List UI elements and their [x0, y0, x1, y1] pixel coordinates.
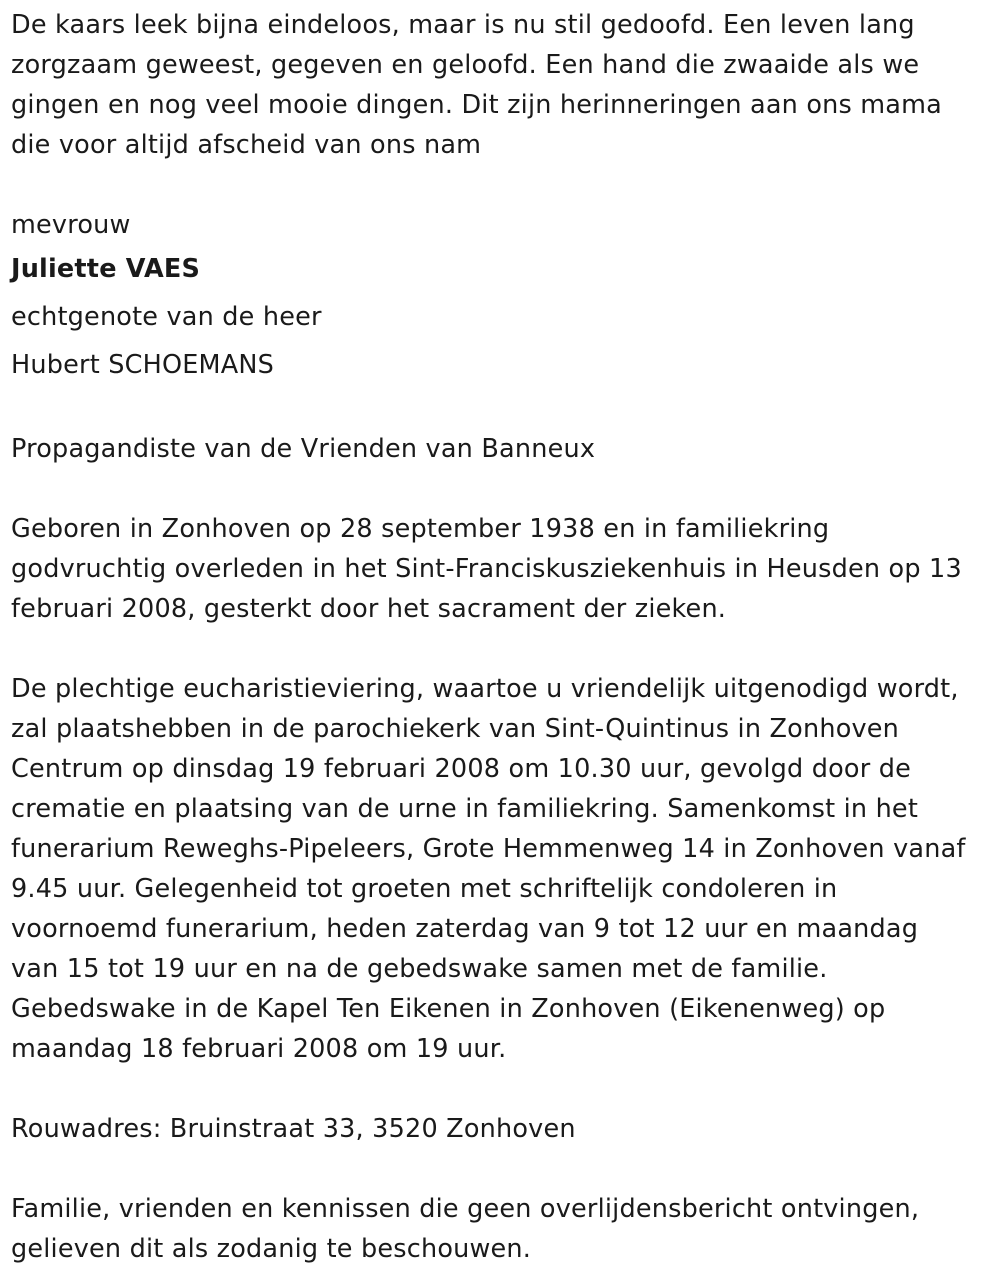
salutation: mevrouw	[11, 210, 131, 240]
spacer	[11, 1069, 996, 1109]
deceased-block	[11, 205, 996, 389]
paragraph-line: van 15 tot 19 uur en na de gebedswake samen met de familie.	[11, 954, 828, 984]
spacer	[11, 629, 996, 669]
spouse-name: Hubert SCHOEMANS	[11, 350, 275, 380]
paragraph-line: Geboren in Zonhoven op 28 september 1938 en in familiekring	[11, 514, 830, 544]
spacer	[11, 165, 996, 205]
poem-line: De kaars leek bijna eindeloos, maar is nu stil gedoofd. Een leven lang	[11, 10, 915, 40]
spacer	[11, 389, 996, 429]
poem-line: gingen en nog veel mooie dingen. Dit zijn herinneringen aan ons mama	[11, 90, 943, 120]
paragraph-line: voornoemd funerarium, heden zaterdag van 9 tot 12 uur en maandag	[11, 914, 919, 944]
paragraph-line: Familie, vrienden en kennissen die geen overlijdensbericht ontvingen,	[11, 1194, 920, 1224]
paragraph-line: februari 2008, gesterkt door het sacrament der zieken.	[11, 594, 727, 624]
paragraph-line: 9.45 uur. Gelegenheid tot groeten met schriftelijk condoleren in	[11, 874, 838, 904]
paragraph-line: Gebedswake in de Kapel Ten Eikenen in Zonhoven (Eikenenweg) op	[11, 994, 886, 1024]
ceremony-paragraph	[11, 669, 996, 1069]
paragraph-line: maandag 18 februari 2008 om 19 uur.	[11, 1034, 507, 1064]
paragraph-line: crematie en plaatsing van de urne in familiekring. Samenkomst in het	[11, 794, 919, 824]
closing-paragraph	[11, 1189, 996, 1269]
paragraph-line: zal plaatshebben in de parochiekerk van Sint-Quintinus in Zonhoven	[11, 714, 900, 744]
relation-text: echtgenote van de heer	[11, 302, 322, 332]
paragraph-line: godvruchtig overleden in het Sint-Franciskusziekenhuis in Heusden op 13	[11, 554, 962, 584]
poem-line: die voor altijd afscheid van ons nam	[11, 130, 482, 160]
mourning-address: Rouwadres: Bruinstraat 33, 3520 Zonhoven	[11, 1114, 576, 1144]
paragraph-line: De plechtige eucharistieviering, waartoe u vriendelijk uitgenodigd wordt,	[11, 674, 959, 704]
role-text: Propagandiste van de Vrienden van Banneux	[11, 434, 596, 464]
birth-death-paragraph	[11, 509, 996, 629]
deceased-name: Juliette VAES	[11, 254, 201, 284]
paragraph-line: funerarium Reweghs-Pipeleers, Grote Hemmenweg 14 in Zonhoven vanaf	[11, 834, 966, 864]
poem-paragraph	[11, 5, 996, 165]
poem-line: zorgzaam geweest, gegeven en geloofd. Een hand die zwaaide als we	[11, 50, 920, 80]
obituary-document	[11, 5, 996, 1269]
paragraph-line: gelieven dit als zodanig te beschouwen.	[11, 1234, 532, 1264]
paragraph-line: Centrum op dinsdag 19 februari 2008 om 10.30 uur, gevolgd door de	[11, 754, 911, 784]
spacer	[11, 1149, 996, 1189]
spacer	[11, 469, 996, 509]
